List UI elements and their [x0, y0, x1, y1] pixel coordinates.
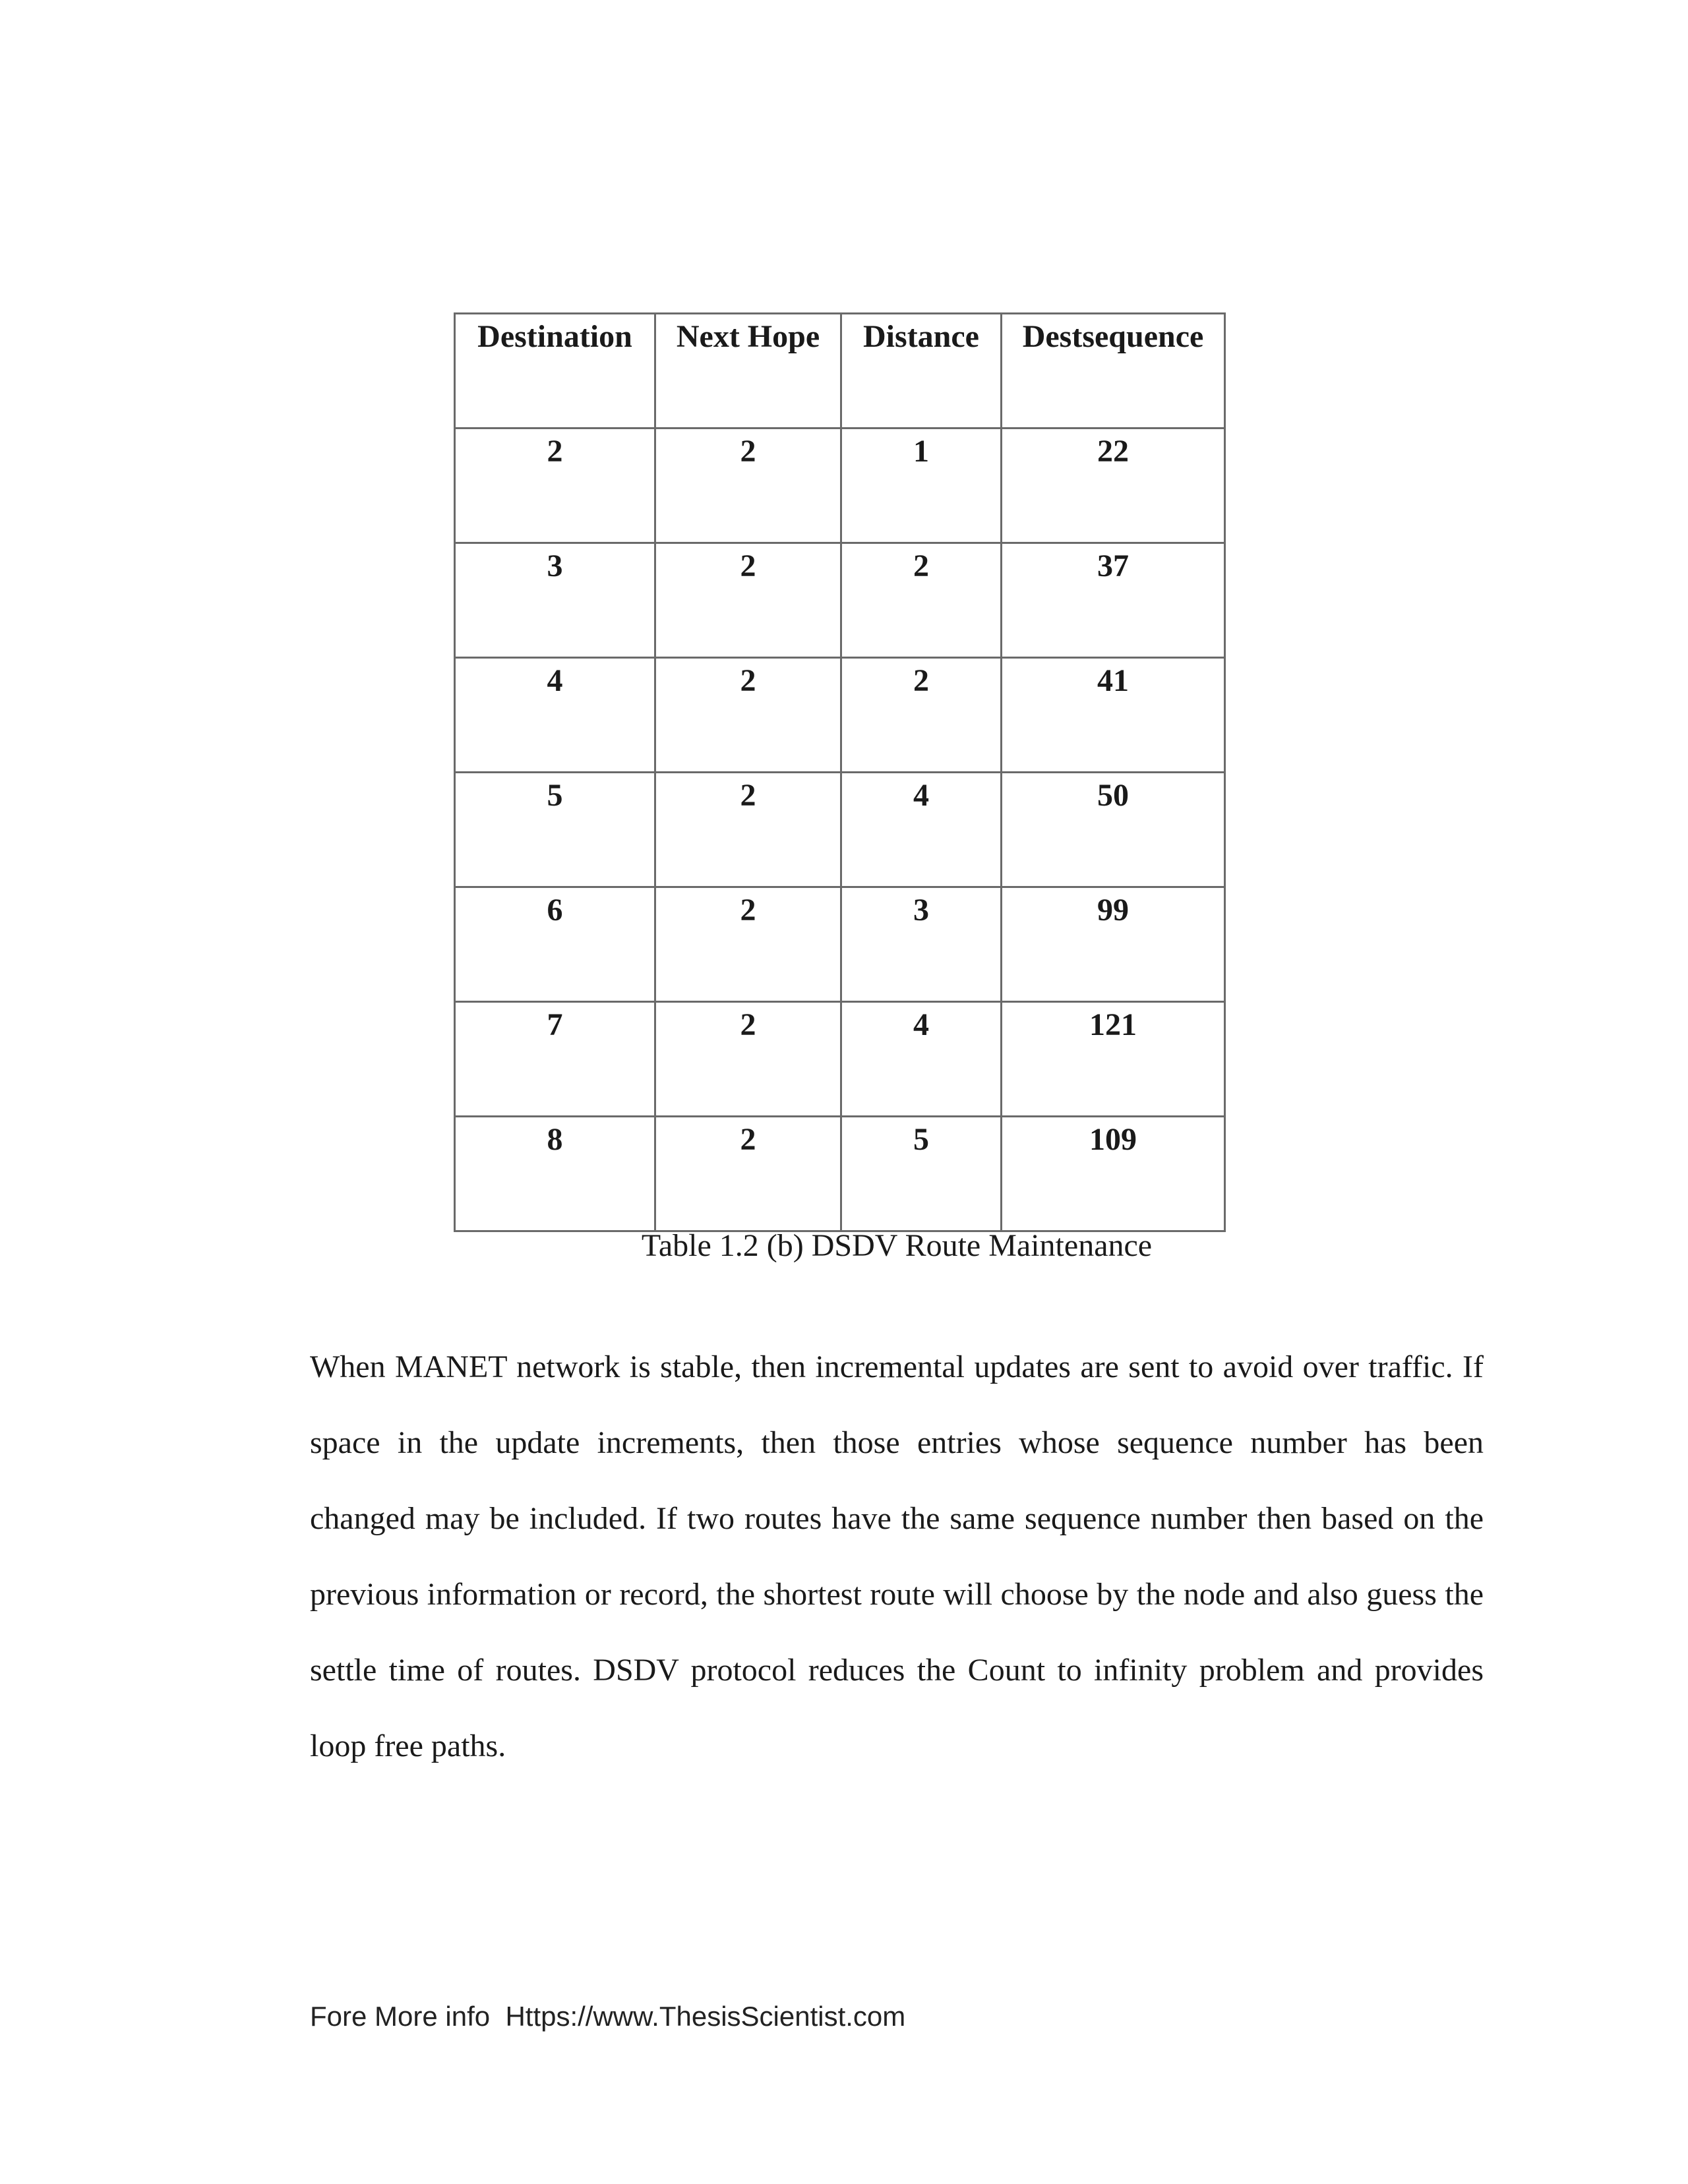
header-next-hope: Next Hope [655, 314, 841, 428]
cell-next-hope: 2 [655, 773, 841, 887]
cell-next-hope: 2 [655, 887, 841, 1002]
cell-destsequence: 37 [1002, 543, 1225, 658]
header-row [455, 314, 1225, 428]
table-row [455, 1002, 1225, 1117]
table-header [455, 314, 1225, 428]
cell-next-hope: 2 [655, 658, 841, 773]
body-paragraph: When MANET network is stable, then incremental updates are sent to avoid over traffic. If space in the update increments, then those entries whose sequence number has been changed may be included. If two routes have the same sequence number then based on the previous information or record, the shortest route will choose by the node and also guess the settle time of routes. DSDV protocol reduces the Count to infinity problem and provides loop free paths. [310, 1349, 1484, 1763]
cell-distance: 2 [841, 658, 1002, 773]
cell-distance: 2 [841, 543, 1002, 658]
cell-distance: 4 [841, 1002, 1002, 1117]
cell-distance: 1 [841, 428, 1002, 543]
cell-destination: 3 [455, 543, 655, 658]
table-caption: Table 1.2 (b) DSDV Route Maintenance [641, 1228, 1153, 1263]
cell-destsequence: 22 [1002, 428, 1225, 543]
cell-destsequence: 109 [1002, 1117, 1225, 1231]
table-row [455, 658, 1225, 773]
table-row [455, 773, 1225, 887]
table-row [455, 887, 1225, 1002]
cell-next-hope: 2 [655, 1002, 841, 1117]
route-table [454, 312, 1226, 1232]
footer-note: Fore More info Https://www.ThesisScientist.com [310, 2001, 906, 2032]
cell-distance: 5 [841, 1117, 1002, 1231]
cell-next-hope: 2 [655, 1117, 841, 1231]
header-destsequence: Destsequence [1002, 314, 1225, 428]
cell-destination: 2 [455, 428, 655, 543]
table-row [455, 543, 1225, 658]
cell-destination: 5 [455, 773, 655, 887]
cell-next-hope: 2 [655, 428, 841, 543]
header-destination: Destination [455, 314, 655, 428]
cell-next-hope: 2 [655, 543, 841, 658]
table-body [455, 428, 1225, 1231]
table-row [455, 1117, 1225, 1231]
cell-destination: 7 [455, 1002, 655, 1117]
cell-distance: 3 [841, 887, 1002, 1002]
cell-destination: 6 [455, 887, 655, 1002]
cell-destination: 4 [455, 658, 655, 773]
cell-destsequence: 121 [1002, 1002, 1225, 1117]
cell-destsequence: 41 [1002, 658, 1225, 773]
cell-destination: 8 [455, 1117, 655, 1231]
header-distance: Distance [841, 314, 1002, 428]
cell-destsequence: 99 [1002, 887, 1225, 1002]
table-row [455, 428, 1225, 543]
cell-destsequence: 50 [1002, 773, 1225, 887]
cell-distance: 4 [841, 773, 1002, 887]
